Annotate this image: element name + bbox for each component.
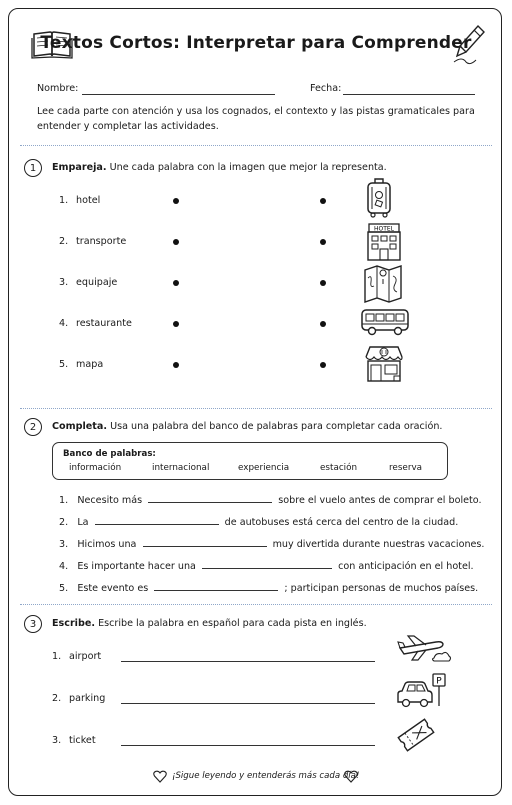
section2-heading: Completa. [52, 421, 107, 432]
parking-sign-text: P [436, 676, 442, 687]
word-bank-label: Banco de palabras: [63, 449, 156, 459]
match-word: equipaje [76, 277, 118, 288]
section3-heading: Escribe. [52, 618, 95, 629]
match-dot-left[interactable] [173, 321, 179, 327]
ticket-icon [396, 715, 436, 755]
section-divider [20, 604, 492, 605]
sentence-before: Hicimos una [77, 539, 137, 550]
sentence-before: Necesito más [77, 495, 143, 506]
sentence-after: ; participan personas de muchos países. [284, 583, 479, 594]
pencil-icon [452, 22, 488, 66]
match-number: 3. [59, 277, 69, 288]
answer-blank[interactable] [148, 493, 272, 503]
word-bank-word: estación [320, 463, 358, 473]
car-parking-icon [395, 672, 451, 712]
section-divider [20, 408, 492, 409]
name-label: Nombre: [37, 83, 79, 94]
match-number: 1. [59, 195, 69, 206]
match-word: transporte [76, 236, 127, 247]
sentence-after: muy divertida durante nuestras vacaciones. [272, 539, 485, 550]
word-bank-word: reserva [389, 463, 423, 473]
answer-blank[interactable] [202, 559, 332, 569]
match-number: 2. [59, 236, 69, 247]
bus-icon [359, 306, 411, 338]
map-icon [362, 264, 404, 304]
section1-instruction-text: Une cada palabra con la imagen que mejor la representa. [109, 162, 387, 173]
date-field[interactable] [343, 94, 475, 95]
sentence-after: con anticipación en el hotel. [338, 561, 474, 572]
sentence [59, 493, 482, 506]
page-title: Textos Cortos: Interpretar para Comprender [40, 33, 472, 53]
date-label: Fecha: [310, 83, 342, 94]
hotel-building-icon [364, 222, 404, 262]
heart-icon [344, 770, 358, 783]
section1-instruction [52, 162, 387, 173]
footer-text: ¡Sigue leyendo y entenderás más cada día! [172, 771, 360, 781]
answer-line[interactable] [121, 745, 375, 746]
sentence-number: 3. [59, 539, 69, 550]
match-dot-left[interactable] [173, 280, 179, 286]
section2-instruction-text: Usa una palabra del banco de palabras para completar cada oración. [110, 421, 443, 432]
section-divider [20, 145, 492, 146]
sentence-before: La [77, 517, 89, 528]
section3-instruction [52, 618, 367, 629]
match-dot-left[interactable] [173, 239, 179, 245]
word-bank [52, 442, 448, 480]
sentence-after: sobre el vuelo antes de comprar el boleto. [278, 495, 482, 506]
clue-word: airport [69, 651, 102, 662]
sentence-number: 2. [59, 517, 69, 528]
clue-word: ticket [69, 735, 96, 746]
match-dot-right[interactable] [320, 321, 326, 327]
match-dot-right[interactable] [320, 362, 326, 368]
word-bank-word: internacional [152, 463, 210, 473]
answer-blank[interactable] [143, 537, 267, 547]
name-field[interactable] [82, 94, 275, 95]
section1-heading: Empareja. [52, 162, 107, 173]
match-dot-right[interactable] [320, 280, 326, 286]
sentence [59, 515, 458, 528]
sentence [59, 537, 484, 550]
match-number: 5. [59, 359, 69, 370]
sentence [59, 581, 478, 594]
answer-blank[interactable] [154, 581, 278, 591]
sentence-before: Este evento es [77, 583, 149, 594]
section-number: 1 [24, 159, 42, 177]
heart-icon [153, 770, 167, 783]
answer-blank[interactable] [95, 515, 219, 525]
airplane-icon [396, 634, 452, 664]
match-word: mapa [76, 359, 104, 370]
sentence-number: 5. [59, 583, 69, 594]
hotel-sign-text: HOTEL [373, 225, 395, 233]
match-dot-right[interactable] [320, 239, 326, 245]
match-number: 4. [59, 318, 69, 329]
answer-line[interactable] [121, 703, 375, 704]
clue-word: parking [69, 693, 106, 704]
sentence-number: 4. [59, 561, 69, 572]
match-word: restaurante [76, 318, 132, 329]
section-number: 2 [24, 418, 42, 436]
word-bank-word: experiencia [238, 463, 290, 473]
restaurant-icon [362, 343, 406, 385]
section-number: 3 [24, 615, 42, 633]
sentence-number: 1. [59, 495, 69, 506]
section3-instruction-text: Escribe la palabra en español para cada pista en inglés. [98, 618, 367, 629]
intro-text: Lee cada parte con atención y usa los cognados, el contexto y las pistas gramaticales para entender y completar las actividades. [37, 106, 475, 132]
answer-line[interactable] [121, 661, 375, 662]
sentence [59, 559, 474, 572]
clue-number: 2. [52, 693, 62, 704]
sentence-before: Es importante hacer una [77, 561, 196, 572]
clue-number: 1. [52, 651, 62, 662]
match-word: hotel [76, 195, 101, 206]
word-bank-word: información [69, 463, 122, 473]
sentence-after: de autobuses está cerca del centro de la ciudad. [224, 517, 459, 528]
clue-number: 3. [52, 735, 62, 746]
match-dot-right[interactable] [320, 198, 326, 204]
match-dot-left[interactable] [173, 362, 179, 368]
section2-instruction [52, 421, 442, 432]
match-dot-left[interactable] [173, 198, 179, 204]
suitcase-icon [365, 177, 393, 219]
